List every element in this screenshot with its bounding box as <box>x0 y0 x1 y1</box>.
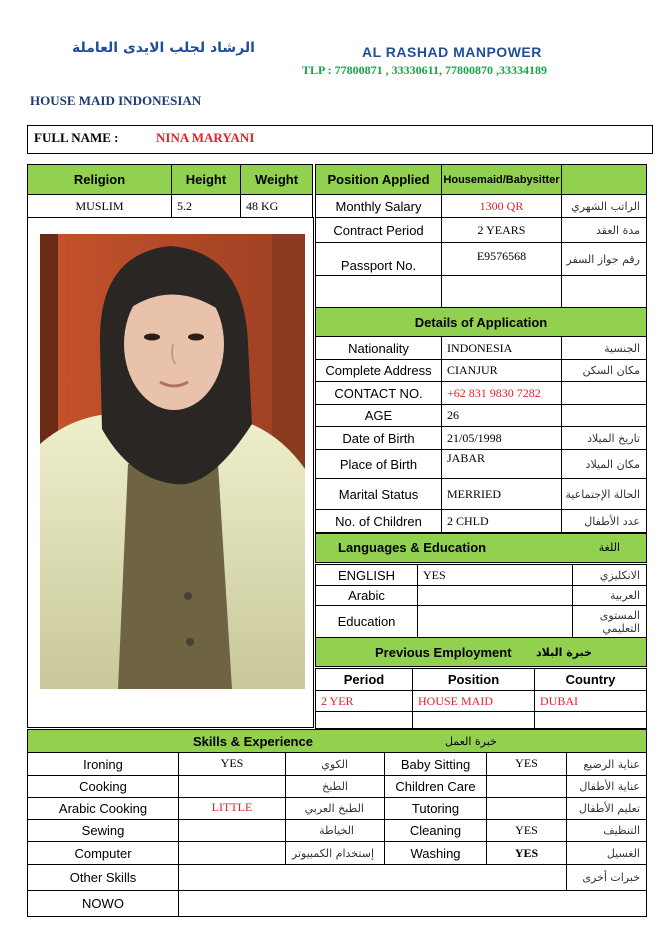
skill-ironing-label: Ironing <box>27 752 179 776</box>
skill-sewing-value <box>178 819 286 842</box>
pob-value: JABAR <box>441 449 562 479</box>
skill-childrencare-value <box>486 775 567 798</box>
languages-title-bar <box>315 533 647 563</box>
position-blank-row <box>561 275 647 308</box>
contact-value: +62 831 9830 7282 <box>441 381 562 405</box>
full-name-box <box>27 125 653 154</box>
languages-title-ar: اللغة <box>598 541 620 554</box>
marital-label-ar: الحالة الإجتماعية <box>561 478 647 510</box>
skill-cooking-value <box>178 775 286 798</box>
skills-title: Skills & Experience <box>193 734 313 749</box>
employment-period-1: 2 YER <box>315 690 413 712</box>
position-header: Position <box>412 668 535 691</box>
passport-label-ar: رقم جواز السفر <box>561 242 647 276</box>
dob-label-ar: تاريخ الميلاد <box>561 426 647 450</box>
employment-position-2 <box>412 711 535 729</box>
employment-country-1: DUBAI <box>534 690 647 712</box>
skill-washing-value: YES <box>486 841 567 865</box>
age-label-ar <box>561 404 647 427</box>
arabic-value <box>417 585 573 606</box>
position-blank-row <box>441 275 562 308</box>
skills-title-ar: خبرة العمل <box>445 735 497 748</box>
marital-value: MERRIED <box>441 478 562 510</box>
dob-label: Date of Birth <box>315 426 442 450</box>
pob-label: Place of Birth <box>315 449 442 479</box>
company-name-english: AL RASHAD MANPOWER <box>362 44 542 60</box>
other-skills-label: Other Skills <box>27 864 179 891</box>
height-value: 5.2 <box>171 194 241 218</box>
skill-washing-label: Washing <box>384 841 487 865</box>
employment-position-1: HOUSE MAID <box>412 690 535 712</box>
address-value: CIANJUR <box>441 359 562 382</box>
position-header-blank <box>561 164 647 195</box>
contract-label: Contract Period <box>315 217 442 243</box>
english-label: ENGLISH <box>315 564 418 586</box>
skill-childrencare-label: Children Care <box>384 775 487 798</box>
english-value: YES <box>417 564 573 586</box>
position-applied-value: Housemaid/Babysitter <box>441 164 562 195</box>
skill-childrencare-ar: عناية الأطفال <box>566 775 647 798</box>
other-skills-value <box>178 864 567 891</box>
pob-label-ar: مكان الميلاد <box>561 449 647 479</box>
arabic-label: Arabic <box>315 585 418 606</box>
employment-period-2 <box>315 711 413 729</box>
skills-title-bar <box>27 729 647 753</box>
address-label: Complete Address <box>315 359 442 382</box>
marital-label: Marital Status <box>315 478 442 510</box>
period-header: Period <box>315 668 413 691</box>
salary-label-ar: الراتب الشهري <box>561 194 647 218</box>
religion-header: Religion <box>27 164 172 195</box>
position-blank-row <box>315 275 442 308</box>
age-value: 26 <box>441 404 562 427</box>
contract-value: 2 YEARS <box>441 217 562 243</box>
weight-value: 48 KG <box>240 194 313 218</box>
nationality-label: Nationality <box>315 336 442 360</box>
contact-label: CONTACT NO. <box>315 381 442 405</box>
skill-cooking-label: Cooking <box>27 775 179 798</box>
height-header: Height <box>171 164 241 195</box>
full-name-label: FULL NAME : <box>34 130 119 145</box>
religion-value: MUSLIM <box>27 194 172 218</box>
salary-label: Monthly Salary <box>315 194 442 218</box>
skill-cleaning-label: Cleaning <box>384 819 487 842</box>
employment-country-2 <box>534 711 647 729</box>
languages-title: Languages & Education <box>338 540 487 555</box>
age-label: AGE <box>315 404 442 427</box>
candidate-photo-image <box>40 234 305 689</box>
skill-tutoring-value <box>486 797 567 820</box>
company-phones: TLP : 77800871 , 33330611, 77800870 ,33334189 <box>302 63 548 77</box>
document-title: HOUSE MAID INDONESIAN <box>30 93 202 108</box>
nationality-label-ar: الجنسية <box>561 336 647 360</box>
skill-computer-label: Computer <box>27 841 179 865</box>
passport-label: Passport No. <box>315 242 442 276</box>
company-name-arabic: الرشاد لجلب الايدى العاملة <box>72 40 255 56</box>
address-label-ar: مكان السكن <box>561 359 647 382</box>
arabic-label-ar: العربية <box>572 585 647 606</box>
weight-header: Weight <box>240 164 313 195</box>
skill-arabic-cooking-value: LITTLE <box>178 797 286 820</box>
footer-value <box>178 890 647 917</box>
dob-value: 21/05/1998 <box>441 426 562 450</box>
skill-babysitting-value: YES <box>486 752 567 776</box>
skill-sewing-label: Sewing <box>27 819 179 842</box>
skill-tutoring-ar: تعليم الأطفال <box>566 797 647 820</box>
footer-label: NOWO <box>27 890 179 917</box>
salary-value: 1300 QR <box>441 194 562 218</box>
education-label-ar: المستوى التعليمي <box>572 605 647 638</box>
skill-arabic-cooking-label: Arabic Cooking <box>27 797 179 820</box>
skill-computer-ar: إستخدام الكمبيوتر <box>285 841 385 865</box>
details-title: Details of Application <box>315 307 647 337</box>
position-applied-label: Position Applied <box>315 164 442 195</box>
contact-label-ar <box>561 381 647 405</box>
employment-title-ar: خبرة البلاد <box>536 646 592 659</box>
english-label-ar: الانكليزي <box>572 564 647 586</box>
skill-tutoring-label: Tutoring <box>384 797 487 820</box>
passport-value: E9576568 <box>441 242 562 276</box>
skill-cleaning-value: YES <box>486 819 567 842</box>
children-value: 2 CHLD <box>441 509 562 533</box>
children-label: No. of Children <box>315 509 442 533</box>
nationality-value: INDONESIA <box>441 336 562 360</box>
candidate-photo <box>40 234 305 689</box>
skill-ironing-ar: الكوي <box>285 752 385 776</box>
full-name-value: NINA MARYANI <box>156 130 255 145</box>
employment-title: Previous Employment <box>375 645 512 660</box>
employment-title-bar <box>315 637 647 667</box>
skill-washing-ar: الغسيل <box>566 841 647 865</box>
children-label-ar: عدد الأطفال <box>561 509 647 533</box>
skill-ironing-value: YES <box>178 752 286 776</box>
skill-babysitting-ar: عناية الرضيع <box>566 752 647 776</box>
skill-arabic-cooking-ar: الطبخ العربي <box>285 797 385 820</box>
education-label: Education <box>315 605 418 638</box>
skill-computer-value <box>178 841 286 865</box>
other-skills-ar: خبرات أخرى <box>566 864 647 891</box>
education-value <box>417 605 573 638</box>
skill-babysitting-label: Baby Sitting <box>384 752 487 776</box>
skill-cleaning-ar: التنظيف <box>566 819 647 842</box>
country-header: Country <box>534 668 647 691</box>
contract-label-ar: مدة العقد <box>561 217 647 243</box>
skill-cooking-ar: الطبخ <box>285 775 385 798</box>
skill-sewing-ar: الخياطة <box>285 819 385 842</box>
